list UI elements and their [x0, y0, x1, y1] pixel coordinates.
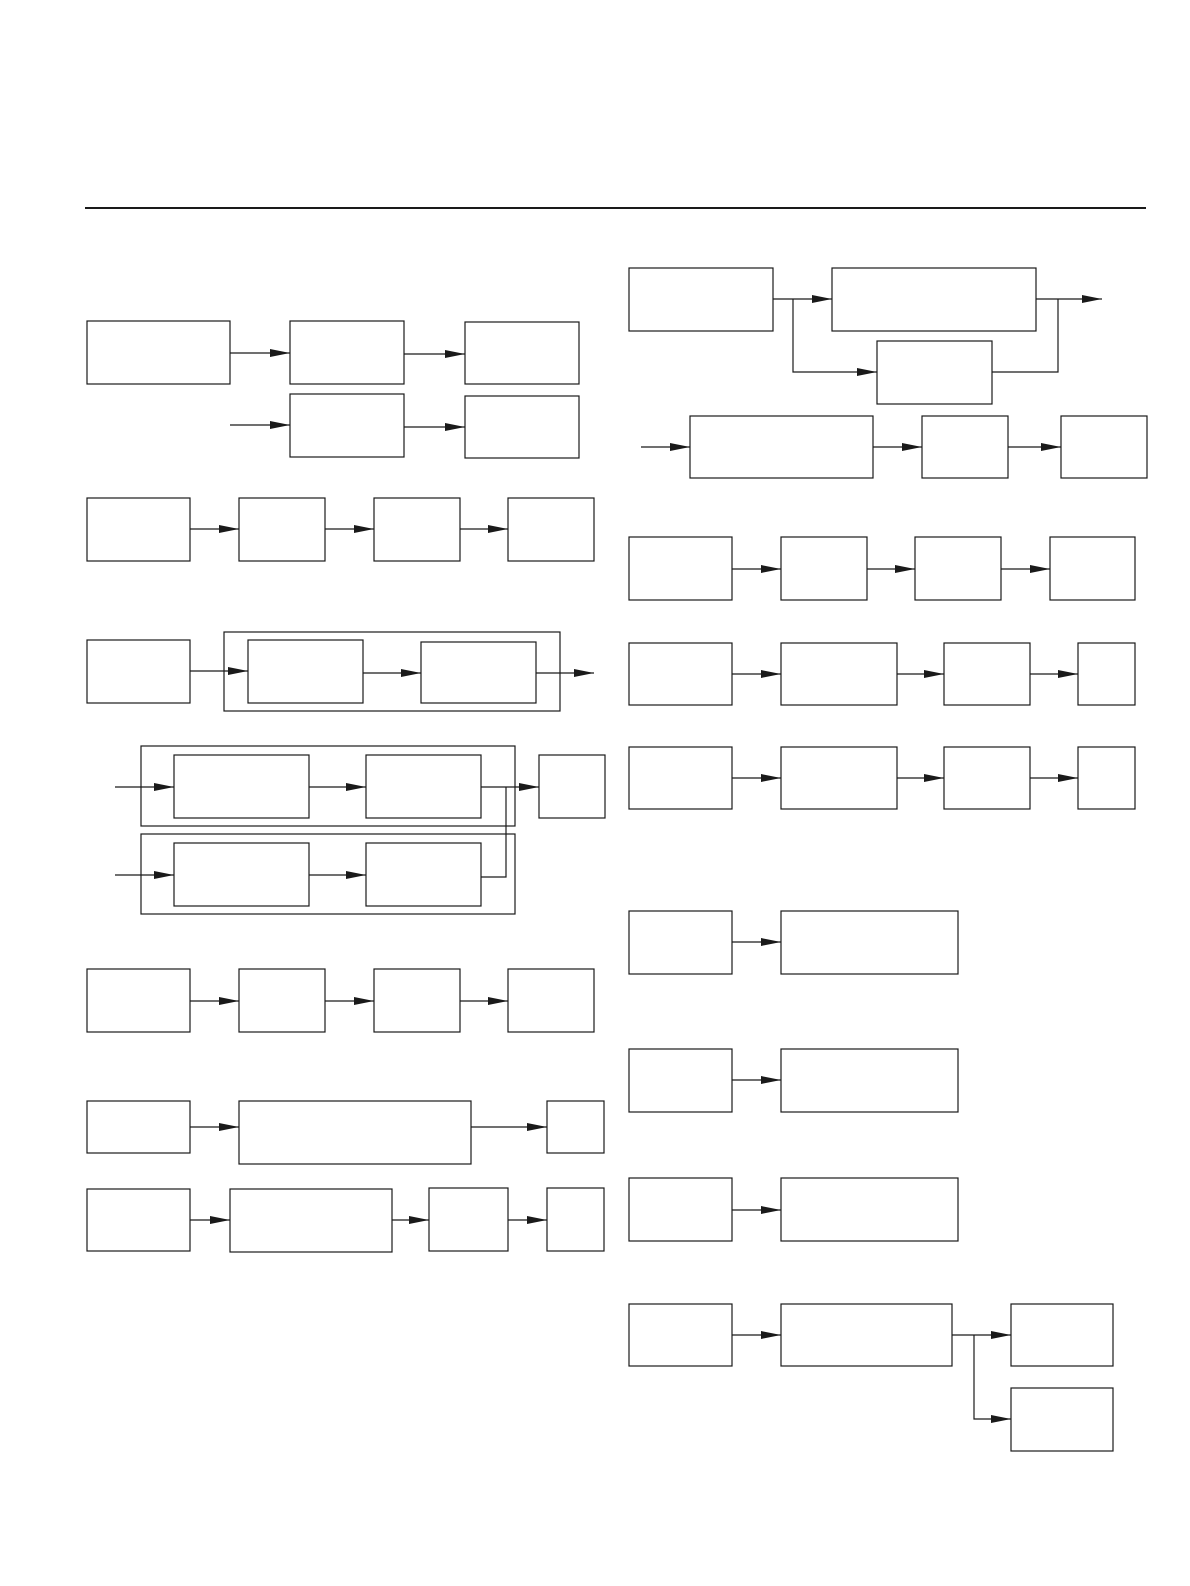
flow-group-l7: [87, 1188, 604, 1252]
flow-box: [87, 1189, 190, 1251]
flow-box: [366, 755, 481, 818]
flow-box: [629, 911, 732, 974]
branch-arrow: [974, 1335, 1011, 1419]
flow-group-r7: [629, 1049, 958, 1112]
flow-box: [547, 1188, 604, 1251]
flow-group-l5: [87, 969, 594, 1032]
flow-box: [87, 969, 190, 1032]
flow-box: [239, 1101, 471, 1164]
flow-box: [508, 969, 594, 1032]
flow-box: [539, 755, 605, 818]
flow-group-l1: [87, 321, 579, 458]
flow-box: [1011, 1304, 1113, 1366]
flow-group-r1: [629, 268, 1102, 404]
flow-box: [1078, 747, 1135, 809]
flow-box: [781, 537, 867, 600]
flow-box: [374, 969, 460, 1032]
flow-group-l6: [87, 1101, 604, 1164]
flow-box: [465, 396, 579, 458]
flow-box: [465, 322, 579, 384]
flow-box: [429, 1188, 508, 1251]
flow-box: [248, 640, 363, 703]
flow-box: [944, 747, 1030, 809]
flow-box: [832, 268, 1036, 331]
flow-box: [781, 911, 958, 974]
flow-box: [239, 498, 325, 561]
flow-box: [629, 643, 732, 705]
flow-box: [781, 643, 897, 705]
flow-box: [629, 747, 732, 809]
flow-box: [87, 640, 190, 703]
flow-box: [87, 498, 190, 561]
flow-group-r5: [629, 747, 1135, 809]
flow-box: [421, 642, 536, 703]
flow-box: [690, 416, 873, 478]
flow-group-l4: [115, 746, 605, 914]
flow-box: [508, 498, 594, 561]
flow-box: [239, 969, 325, 1032]
flow-box: [629, 537, 732, 600]
flow-box: [290, 394, 404, 457]
flow-group-r2: [641, 416, 1147, 478]
flow-group-l3: [87, 632, 594, 711]
flow-box: [547, 1101, 604, 1153]
flow-box: [1011, 1388, 1113, 1451]
flow-box: [366, 843, 481, 906]
flow-box: [174, 755, 309, 818]
flow-box: [290, 321, 404, 384]
flow-box: [1050, 537, 1135, 600]
flow-group-r9: [629, 1304, 1113, 1451]
flow-box: [629, 1178, 732, 1241]
flow-group-l2: [87, 498, 594, 561]
flow-group-r3: [629, 537, 1135, 600]
flow-box: [922, 416, 1008, 478]
flow-box: [781, 747, 897, 809]
flow-box: [915, 537, 1001, 600]
flow-box: [629, 268, 773, 331]
flow-group-r4: [629, 643, 1135, 705]
flow-group-r8: [629, 1178, 958, 1241]
flow-box: [629, 1049, 732, 1112]
flow-box: [1078, 643, 1135, 705]
flow-box: [781, 1049, 958, 1112]
flow-box: [230, 1189, 392, 1252]
flow-box: [87, 1101, 190, 1153]
flow-box: [1061, 416, 1147, 478]
flow-box: [877, 341, 992, 404]
flow-box: [944, 643, 1030, 705]
flow-box: [781, 1304, 952, 1366]
flow-box: [629, 1304, 732, 1366]
flow-box: [174, 843, 309, 906]
flow-box: [781, 1178, 958, 1241]
flow-box: [374, 498, 460, 561]
flow-group-r6: [629, 911, 958, 974]
flow-box: [87, 321, 230, 384]
